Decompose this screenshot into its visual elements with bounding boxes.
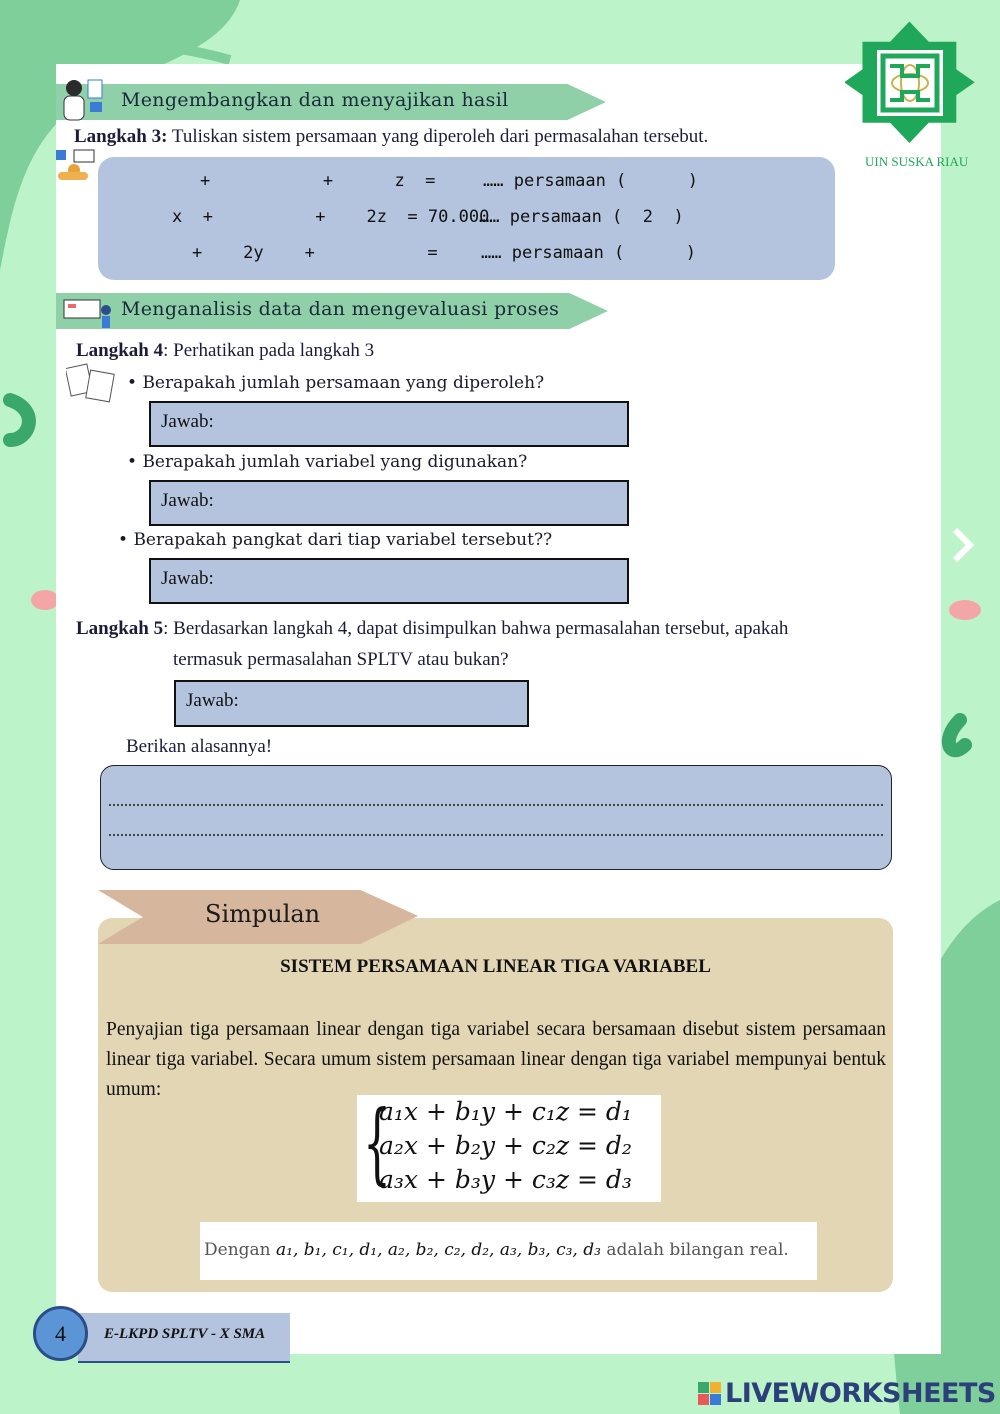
simpulan-paragraph: Penyajian tiga persamaan linear dengan tiga variabel secara bersamaan disebut sistem persamaan linear tiga variabel. Secara umum sistem persamaan linear dengan tiga variabel mempunyai bentuk umum: (106, 1019, 886, 1100)
student-icon (52, 148, 100, 182)
section-title-results: Mengembangkan dan menyajikan hasil (121, 89, 509, 111)
question-3: • Berapakah pangkat dari tiap variabel tersebut?? (118, 530, 553, 550)
simpulan-heading: SISTEM PERSAMAAN LINEAR TIGA VARIABEL (280, 956, 711, 977)
uin-logo (845, 16, 975, 176)
dotted-line-2 (109, 834, 883, 836)
logo-caption: UIN SUSKA RIAU (865, 154, 969, 169)
step4-text: Langkah 4: Perhatikan pada langkah 3 (76, 340, 375, 361)
formula-line-2: a₂x + b₂y + c₂z = d₂ (379, 1131, 632, 1160)
equation-3-tag: …… persamaan ( ) (481, 243, 696, 263)
reason-prompt: Berikan alasannya! (126, 736, 273, 757)
section-title-analysis: Menganalisis data dan mengevaluasi proses (121, 298, 560, 320)
documents-icon (66, 362, 118, 404)
analysis-icon (58, 296, 114, 330)
answer-field-spltv[interactable]: Jawab: (174, 680, 529, 727)
page-number-badge (33, 1306, 88, 1361)
university-emblem-icon (845, 16, 975, 156)
equation-row-2: x + + 2z = 70.000 (172, 207, 490, 227)
equation-1-tag: …… persamaan ( ) (483, 171, 698, 191)
page-number: 4 (55, 1321, 66, 1346)
equation-row-3: + 2y + = (192, 243, 438, 263)
left-brace: { (363, 1091, 391, 1194)
lw-logo-icon (698, 1382, 721, 1405)
answer-field-3[interactable]: Jawab: (149, 558, 629, 604)
footer-title: E-LKPD SPLTV - X SMA (104, 1326, 266, 1342)
answer-field-1[interactable]: Jawab: (149, 401, 629, 447)
formula-line-1: a₁x + b₁y + c₁z = d₁ (379, 1097, 632, 1126)
answer-field-2[interactable]: Jawab: (149, 480, 629, 526)
real-numbers-note: Dengan a₁, b₁, c₁, d₁, a₂, b₂, c₂, d₂, a₃, b₃, c₃, d₃ adalah bilangan real. (200, 1222, 817, 1280)
equation-row-1: + + z = (200, 171, 436, 191)
teacher-icon (56, 76, 106, 124)
simpulan-title: Simpulan (205, 900, 321, 928)
watermark-text: LIVEWORKSHEETS (725, 1377, 996, 1409)
reason-answer-box[interactable] (100, 765, 892, 870)
dotted-line-1 (109, 804, 883, 806)
formula-line-3: a₃x + b₃y + c₃z = d₃ (379, 1165, 632, 1194)
equation-2-tag: …… persamaan ( 2 ) (479, 207, 684, 227)
step5-text: Langkah 5: Berdasarkan langkah 4, dapat disimpulkan bahwa permasalahan tersebut, apakah (76, 618, 789, 639)
step3-text: Langkah 3: Tuliskan sistem persamaan yang diperoleh dari permasalahan tersebut. (74, 126, 709, 147)
question-1: • Berapakah jumlah persamaan yang diperoleh? (127, 373, 545, 393)
general-form-formula (357, 1091, 661, 1202)
question-2: • Berapakah jumlah variabel yang digunakan? (127, 452, 528, 472)
step5-text-line2: termasuk permasalahan SPLTV atau bukan? (173, 649, 509, 670)
liveworksheets-watermark (698, 1376, 996, 1410)
